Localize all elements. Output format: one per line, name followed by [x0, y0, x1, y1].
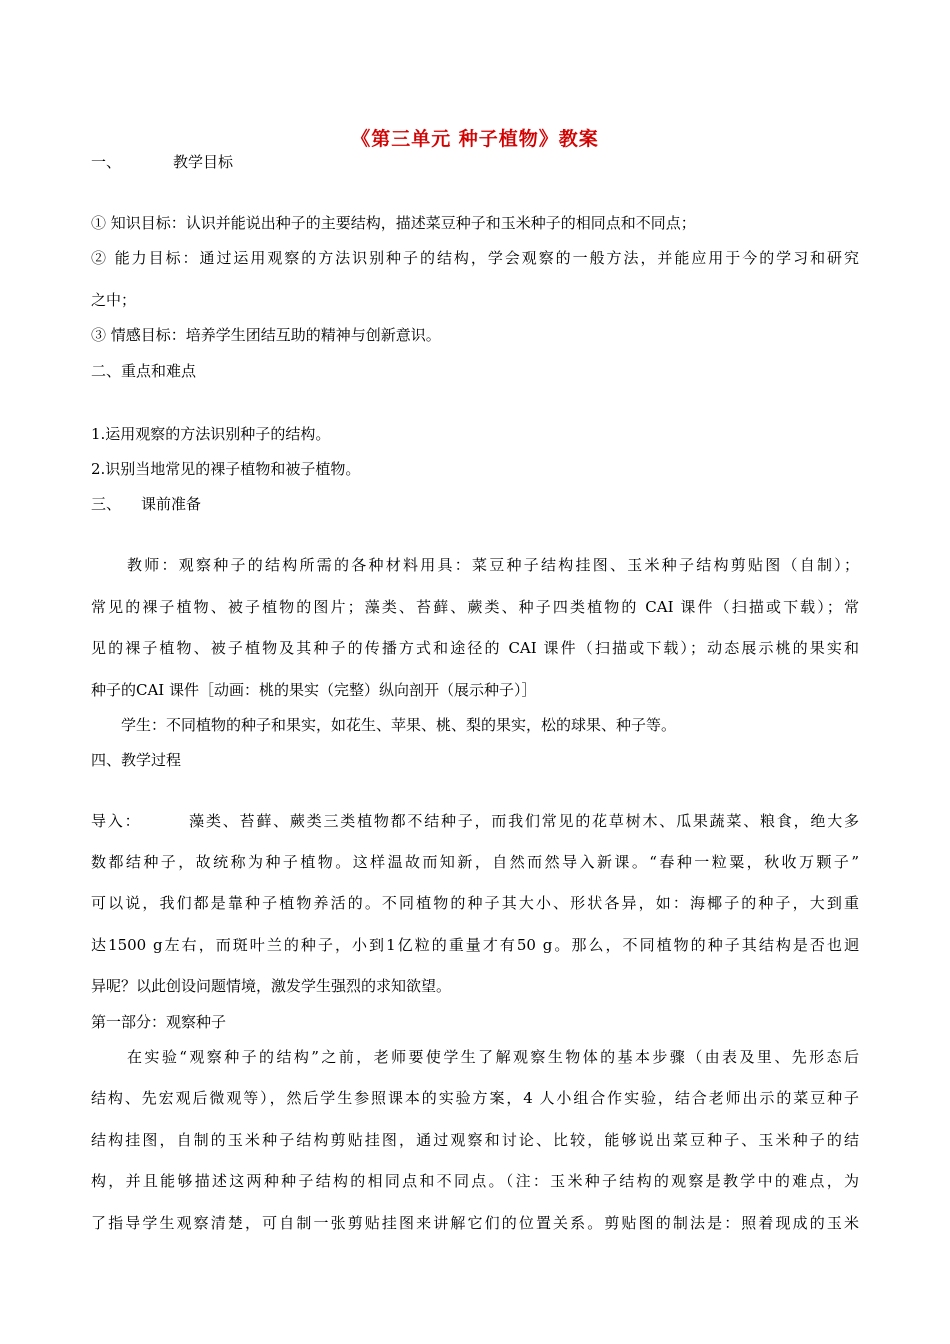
section-title: 教学目标: [173, 153, 234, 171]
prep-line-3: 见的裸子植物、被子植物及其种子的传播方式和途径的 CAI 课件（扫描或下载）；动态展示桃的果实和: [91, 639, 859, 657]
section-number: 三、: [91, 495, 122, 513]
intro-line-5: 异呢？以此创设问题情境，激发学生强烈的求知欲望。: [91, 977, 452, 995]
part1-line-4: 构，并且能够描述这两种种子结构的相同点和不同点。（注：玉米种子结构的观察是教学中的难点，为: [91, 1172, 859, 1190]
section-heading-process: 四、教学过程: [91, 751, 182, 769]
section-heading-keypoints: 二、重点和难点: [91, 362, 197, 380]
goal-emotion: ③ 情感目标：培养学生团结互助的精神与创新意识。: [91, 326, 441, 344]
keypoint-2: 2.识别当地常见的裸子植物和被子植物。: [91, 460, 361, 478]
section-title: 课前准备: [141, 495, 202, 513]
part1-heading: 第一部分：观察种子: [91, 1013, 227, 1031]
goal-ability: ② 能力目标：通过运用观察的方法识别种子的结构，学会观察的一般方法，并能应用于今的学习和研究: [91, 249, 859, 267]
section-heading-objectives: [91, 152, 233, 172]
keypoint-1: 1.运用观察的方法识别种子的结构。: [91, 425, 331, 443]
intro-line-4: 达1500 g左右，而斑叶兰的种子，小到1亿粒的重量才有50 g。那么，不同植物的种子其结构是否也迥: [91, 936, 859, 954]
intro-label: 导入：: [91, 812, 142, 830]
part1-line-1: 在实验“观察种子的结构”之前，老师要使学生了解观察生物体的基本步骤（由表及里、先形态后: [127, 1048, 859, 1066]
intro-text: 藻类、苔藓、蕨类三类植物都不结种子，而我们常见的花草树木、瓜果蔬菜、粮食，绝大多: [187, 812, 859, 830]
prep-line-1: 教师：观察种子的结构所需的各种材料用具：菜豆种子结构挂图、玉米种子结构剪贴图（自制）；: [127, 556, 859, 574]
document-title: 《第三单元 种子植物》教案: [351, 128, 599, 150]
goal-knowledge: ① 知识目标：认识并能说出种子的主要结构，描述菜豆种子和玉米种子的相同点和不同点；: [91, 214, 696, 232]
intro-line-1: [91, 811, 859, 831]
intro-line-3: 可以说，我们都是靠种子植物养活的。不同植物的种子其大小、形状各异，如：海椰子的种子，大到重: [91, 894, 859, 912]
section-heading-preparation: [91, 494, 201, 514]
prep-line-4: 种子的CAI 课件［动画：桃的果实（完整）纵向剖开（展示种子）］: [91, 681, 537, 699]
goal-ability-cont: 之中；: [91, 291, 137, 309]
intro-line-2: 数都结种子，故统称为种子植物。这样温故而知新，自然而然导入新课。“春种一粒粟，秋收万颗子”: [91, 853, 859, 871]
prep-line-2: 常见的裸子植物、被子植物的图片；藻类、苔藓、蕨类、种子四类植物的 CAI 课件（扫描或下载）；常: [91, 598, 859, 616]
part1-line-5: 了指导学生观察清楚，可自制一张剪贴挂图来讲解它们的位置关系。剪贴图的制法是：照着现成的玉米: [91, 1214, 859, 1232]
part1-line-3: 结构挂图，自制的玉米种子结构剪贴挂图，通过观察和讨论、比较，能够说出菜豆种子、玉米种子的结: [91, 1131, 859, 1149]
prep-line-5: 学生：不同植物的种子和果实，如花生、苹果、桃、梨的果实，松的球果、种子等。: [121, 716, 677, 734]
part1-line-2: 结构、先宏观后微观等），然后学生参照课本的实验方案，4 人小组合作实验，结合老师出示的菜豆种子: [91, 1089, 859, 1107]
section-number: 一、: [91, 153, 122, 171]
